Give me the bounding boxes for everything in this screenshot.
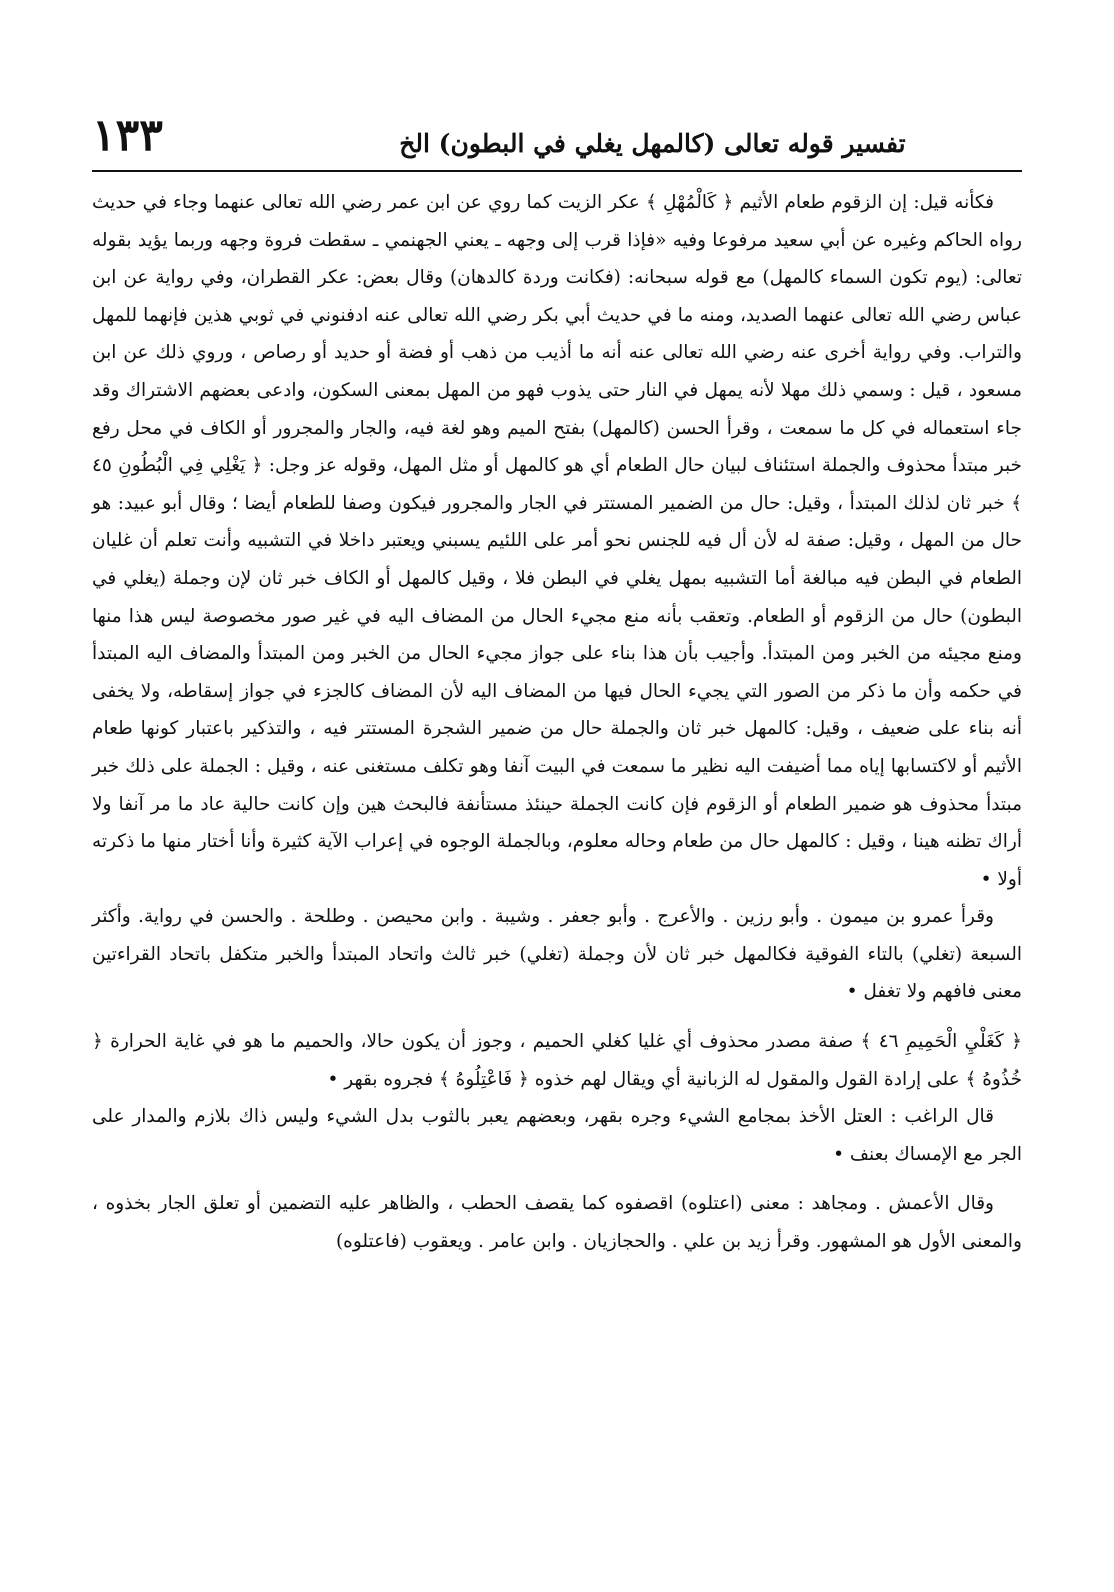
page-body [92, 184, 1022, 1261]
page-header [92, 96, 1022, 162]
running-title: تفسير قوله تعالى (كالمهل يغلي في البطون) الخ [399, 129, 906, 158]
paragraph-5: وقال الأعمش . ومجاهد : معنى (اعتلوه) اقصفوه كما يقصف الحطب ، والظاهر عليه التضمين أو تعلق الجار بخذوه ، والمعنى الأول هو المشهور. وقرأ زيد بن علي . والحجازيان . وابن عامر . ويعقوب (فاعتلوه) [92, 1193, 1022, 1253]
paragraph-gap [92, 1011, 1022, 1023]
paragraph-gap [92, 1173, 1022, 1185]
paragraph-4: قال الراغب : العتل الأخذ بمجامع الشيء وجره بقهر، وبعضهم يعبر بالثوب بدل الشيء وليس ذاك بلازم والمدار على الجر مع الإمساك بعنف • [92, 1106, 1022, 1165]
paragraph-2: وقرأ عمرو بن ميمون . وأبو رزين . والأعرج . وأبو جعفر . وشيبة . وابن محيصن . وطلحة . والحسن في رواية. وأكثر السبعة (تغلي) بالتاء الفوقية فكالمهل خبر ثان لأن وجملة (تغلي) خبر ثالث واتحاد المبتدأ والخبر متكفل باتحاد القراءتين معنى فافهم ولا تغفل • [92, 906, 1022, 1003]
page-number: ١٣٣ [92, 110, 163, 161]
paragraph-3: ﴿ كَغَلْيِ الْحَمِيمِ ٤٦ ﴾ صفة مصدر محذوف أي غليا كغلي الحميم ، وجوز أن يكون حالا، والحميم ما هو في غاية الحرارة ﴿ خُذُوهُ ﴾ على إرادة القول والمقول له الزبانية أي ويقال لهم خذوه ﴿ فَاعْتِلُوهُ ﴾ فجروه بقهر • [92, 1031, 1022, 1090]
paragraph-1: فكأنه قيل: إن الزقوم طعام الأثيم ﴿ كَالْمُهْلِ ﴾ عكر الزيت كما روي عن ابن عمر رضي الله تعالى عنهما وجاء في حديث رواه الحاكم وغيره عن أبي سعيد مرفوعا وفيه «فإذا قرب إلى وجهه ـ يعني الجهنمي ـ سقطت فروة وجهه وربما يؤيد بقوله تعالى: (يوم تكون السماء كالمهل) مع قوله سبحانه: (فكانت وردة كالدهان) وقال بعض: عكر القطران، وفي رواية عن ابن عباس رضي الله تعالى عنهما الصديد، ومنه ما في حديث أبي بكر رضي الله تعالى عنه ادفنوني في ثوبي هذين فإنهما للمهل والتراب. وفي رواية أخرى عنه رضي الله تعالى عنه أنه ما أذيب من ذهب أو فضة أو حديد أو رصاص ، وروي ذلك عن ابن مسعود ، قيل : وسمي ذلك مهلا لأنه يمهل في النار حتى يذوب فهو من المهل بمعنى السكون، وادعى بعضهم الاشتراك وقد جاء استعماله في كل ما سمعت ، وقرأ الحسن (كالمهل) بفتح الميم وهو لغة فيه، والجار والمجرور أو الكاف في محل رفع خبر مبتدأ محذوف والجملة استئناف لبيان حال الطعام أي هو كالمهل أو مثل المهل، وقوله عز وجل: ﴿ يَغْلِي فِي الْبُطُونِ ٤٥ ﴾ خبر ثان لذلك المبتدأ ، وقيل: حال من الضمير المستتر في الجار والمجرور فيكون وصفا للطعام أيضا ؛ وقال أبو عبيد: هو حال من المهل ، وقيل: صفة له لأن أل فيه للجنس نحو أمر على اللئيم يسبني ويعتبر داخلا في التشبيه وأنت تعلم أن غليان الطعام في البطن فيه مبالغة أما التشبيه بمهل يغلي في البطن فلا ، وقيل كالمهل أو الكاف خبر ثان لإن وجملة (يغلي في البطون) حال من الزقوم أو الطعام. وتعقب بأنه منع مجيء الحال من المضاف اليه في غير صور مخصوصة ليس هذا منها ومنع مجيئه من الخبر ومن المبتدأ. وأجيب بأن هذا بناء على جواز مجيء الحال من الخبر ومن المبتدأ والمضاف اليه المبتدأ في حكمه وأن ما ذكر من الصور التي يجيء الحال فيها من المضاف اليه لأن المضاف كالجزء في جواز إسقاطه، ولا يخفى أنه بناء على ضعيف ، وقيل: كالمهل خبر ثان والجملة حال من ضمير الشجرة المستتر فيه ، والتذكير باعتبار كونها طعام الأثيم أو لاكتسابها إياه مما أضيفت اليه نظير ما سمعت في البيت آنفا وهو تكلف مستغنى عنه ، وقيل : الجملة على ذلك خبر مبتدأ محذوف هو ضمير الطعام أو الزقوم فإن كانت الجملة حينئذ مستأنفة فالبحث هين وإن كانت حالية عاد ما مر آنفا ولا أراك تظنه هينا ، وقيل : كالمهل حال من طعام وحاله معلوم، وبالجملة الوجوه في إعراب الآية كثيرة وأنا أختار منها ما ذكرته أولا • [92, 192, 1022, 890]
header-rule [92, 170, 1022, 172]
